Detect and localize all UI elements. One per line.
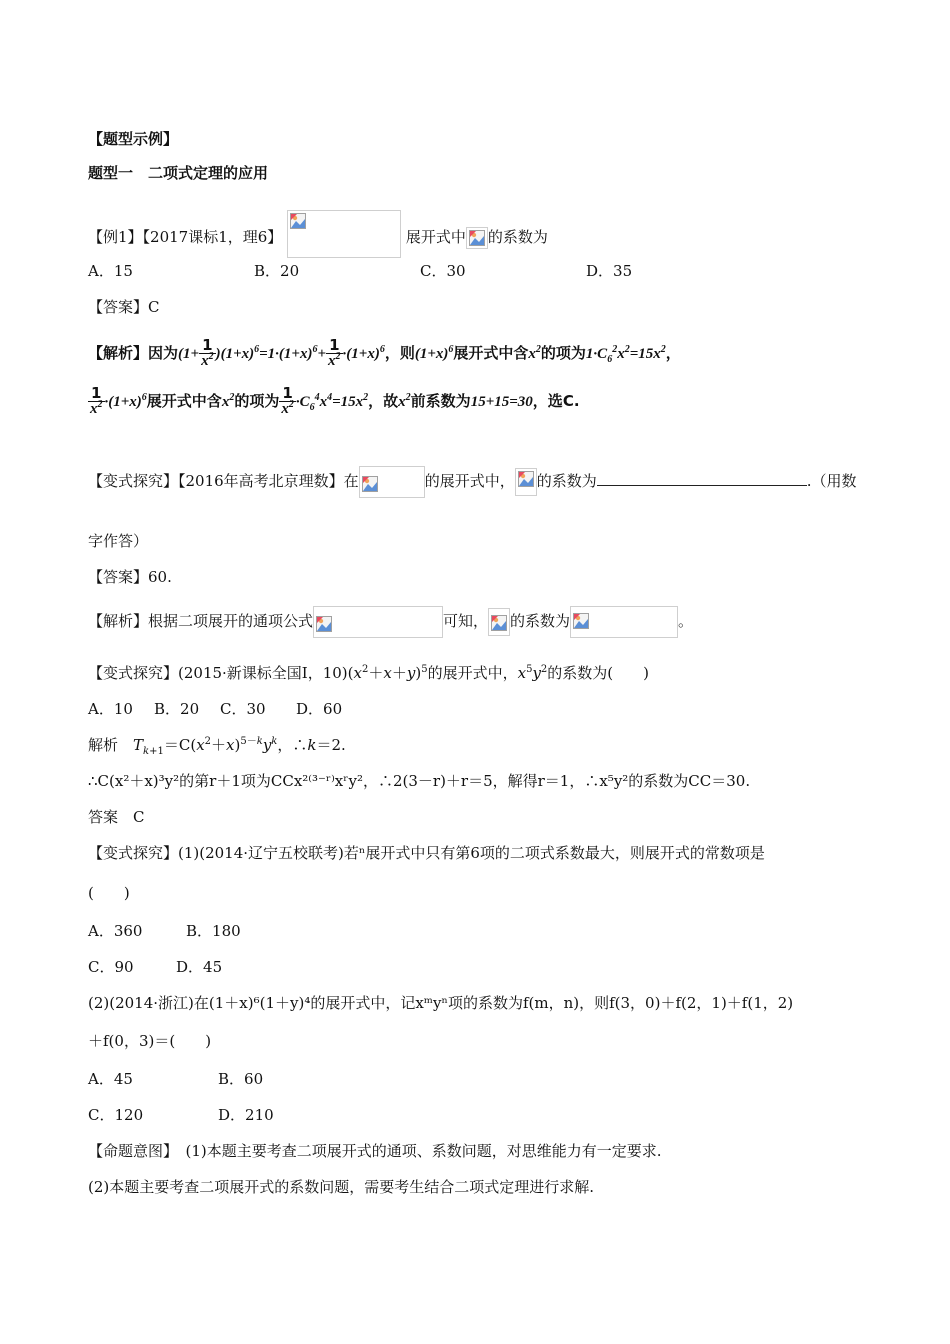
- broken-image-icon: [469, 230, 485, 246]
- var3-intent2: (2)本题主要考查二项展开式的系数问题，需要考生结合二项式定理进行求解.: [88, 1178, 595, 1196]
- option-b: B．60: [218, 1070, 264, 1088]
- formula-image-placeholder: [570, 606, 678, 638]
- ex1-analysis-line1: 【解析】因为(1+ $\frac{1}{x^2}$ )$(1+x)^6=1\cdot(1+x)^6+$ $\frac{1}{x^2}$ $\cdot(1+x)^6$，则$(1+x)^6$展开式中含$x^2$的项为$1\cdot C_6^2x^2=15x^2$，: [88, 336, 681, 369]
- question-text: 的系数为( ): [547, 664, 650, 682]
- option-a: A．45: [88, 1070, 133, 1088]
- var1-analysis: [88, 606, 693, 638]
- fraction: $\frac{1}{x^2}$: [328, 336, 341, 369]
- ex1-answer: 【答案】C: [88, 298, 160, 316]
- broken-image-icon: [316, 616, 332, 632]
- var1-mid1: 的展开式中，: [424, 472, 515, 490]
- formula: $\cdot(1+x)^6$: [104, 392, 147, 410]
- analysis-text: ，则: [384, 344, 415, 362]
- formula: $x^2$: [221, 392, 235, 410]
- option-d: D．210: [218, 1106, 274, 1124]
- question-text: 的展开式中，: [427, 664, 518, 682]
- analysis-label: 【解析】: [88, 344, 149, 362]
- var3-q1-cont: ( ): [88, 884, 130, 902]
- option-c: C．30: [420, 262, 466, 280]
- var2-question: 【变式探究】(2015·新课标全国Ⅰ，$10)(x^2+x+y)^5$的展开式中，$x^5y^2$的系数为( ): [88, 664, 650, 682]
- analysis-text: 展开式中含: [453, 344, 529, 362]
- ex1-analysis-line2: [88, 386, 580, 417]
- formula: (1+: [178, 346, 200, 362]
- formula-image-placeholder: [287, 210, 401, 258]
- formula-image-placeholder: [313, 606, 443, 638]
- formula: $\cdot(1+x)^6$: [342, 344, 385, 362]
- analysis-text: 展开式中含: [146, 392, 222, 410]
- formula: )$(1+x)^6=1\cdot(1+x)^6+$: [215, 344, 327, 362]
- var2-options: [88, 698, 342, 720]
- analysis-text: ＝C(: [163, 736, 197, 754]
- ex1-mid: 展开式中: [405, 228, 466, 246]
- broken-image-icon: [362, 476, 378, 492]
- broken-image-icon: [573, 613, 589, 629]
- option-a: A．15: [88, 262, 133, 280]
- analysis-text: 【解析】根据二项展开的通项公式: [88, 612, 314, 630]
- var1-mid2: 的系数为: [536, 472, 597, 490]
- analysis-text: 的项为: [234, 392, 280, 410]
- analysis-text: ＝2.: [316, 736, 346, 754]
- formula: $(1+x)^6$: [414, 344, 454, 362]
- formula: 15+15=30: [470, 394, 533, 410]
- var3-q2: (2)(2014·浙江)在(1＋x)⁶(1＋y)⁴的展开式中，记xᵐyⁿ项的系数为f(m，n)，则f(3，0)＋f(2，1)＋f(1，2): [88, 994, 794, 1012]
- fraction: $\frac{1}{x^2}$: [90, 384, 103, 417]
- ex1-suffix: 的系数为: [487, 228, 548, 246]
- section-title: 【题型示例】: [88, 130, 179, 148]
- fraction: $\frac{1}{x^2}$: [201, 336, 214, 369]
- formula: $\cdot C_6^4x^4=15x^2$: [295, 392, 369, 413]
- formula-image-placeholder: [466, 227, 488, 249]
- var3-q1-options-row2: [88, 956, 222, 978]
- option-b: B．180: [186, 922, 241, 940]
- var1-answer: 【答案】60.: [88, 568, 172, 586]
- analysis-text: 因为: [148, 344, 179, 362]
- analysis-text: ，∴: [277, 736, 308, 754]
- answer-blank[interactable]: [597, 471, 807, 486]
- fraction: $\frac{1}{x^2}$: [281, 384, 294, 417]
- option-a: A．10: [88, 700, 133, 718]
- broken-image-icon: [518, 471, 534, 487]
- formula: $x^2$: [528, 344, 541, 362]
- formula: $x^2$: [398, 392, 411, 410]
- analysis-text: 。: [678, 612, 694, 630]
- option-b: B．20: [254, 262, 300, 280]
- option-c: C．120: [88, 1106, 144, 1124]
- analysis-text: ，故: [368, 392, 399, 410]
- var1-prefix: 【变式探究】【2016年高考北京理数】在: [88, 472, 359, 490]
- analysis-text: 的项为: [540, 344, 586, 362]
- var1-suffix: .（用数: [806, 472, 857, 490]
- var3-q2-cont: ＋f(0，3)＝( ): [88, 1032, 212, 1050]
- type1-title: 题型一 二项式定理的应用: [88, 164, 269, 182]
- option-a: A．360: [88, 922, 143, 940]
- option-d: D．45: [176, 958, 223, 976]
- var3-q1-options-row1: [88, 920, 241, 942]
- ex1-question: [88, 210, 548, 258]
- option-b: B．20: [154, 700, 200, 718]
- formula-image-placeholder: [359, 466, 425, 498]
- ex1-prefix: 【例1】【2017课标1，理6】: [88, 228, 283, 246]
- question-text: ): [415, 664, 422, 682]
- var3-q2-options-row2: [88, 1104, 274, 1126]
- var1-cont: 字作答）: [88, 532, 149, 550]
- analysis-text: 可知，: [443, 612, 489, 630]
- option-d: D．60: [296, 700, 343, 718]
- var3-q2-options-row1: [88, 1068, 263, 1090]
- var2-answer: 答案 C: [88, 808, 145, 826]
- var3-q1: 【变式探究】(1)(2014·辽宁五校联考)若ⁿ展开式中只有第6项的二项式系数最大，则展开式的常数项是: [88, 844, 765, 862]
- analysis-text: 的系数为: [510, 612, 571, 630]
- question-text: 【变式探究】(2015·新课标全国Ⅰ，10)(: [88, 664, 354, 682]
- broken-image-icon: [491, 615, 507, 631]
- var3-intent1: 【命题意图】 (1)本题主要考查二项展开式的通项、系数问题，对思维能力有一定要求.: [88, 1142, 662, 1160]
- var1-question: [88, 466, 857, 498]
- ex1-options: [88, 260, 632, 282]
- formula-image-placeholder: [515, 468, 537, 496]
- analysis-text: 前系数为: [410, 392, 471, 410]
- analysis-text: ，选: [532, 392, 563, 410]
- var2-analysis1: 解析 $T_{k+1}=C(x^2+x)^{5-k}y^k$，∴k＝2.: [88, 736, 346, 757]
- option-c: C．90: [88, 958, 134, 976]
- analysis-text: 解析: [88, 736, 134, 754]
- broken-image-icon: [290, 213, 306, 229]
- var2-analysis2: ∴C(x²＋x)³y²的第r＋1项为CCx²⁽³⁻ʳ⁾xʳy²，∴2(3－r)＋r＝5，解得r＝1，∴x⁵y²的系数为CC＝30.: [88, 772, 751, 790]
- option-d: D．35: [586, 262, 633, 280]
- formula: $1\cdot C_6^2x^2=15x^2$: [585, 344, 666, 365]
- analysis-choice: C.: [562, 392, 580, 410]
- formula-image-placeholder: [488, 608, 510, 636]
- option-c: C．30: [220, 700, 266, 718]
